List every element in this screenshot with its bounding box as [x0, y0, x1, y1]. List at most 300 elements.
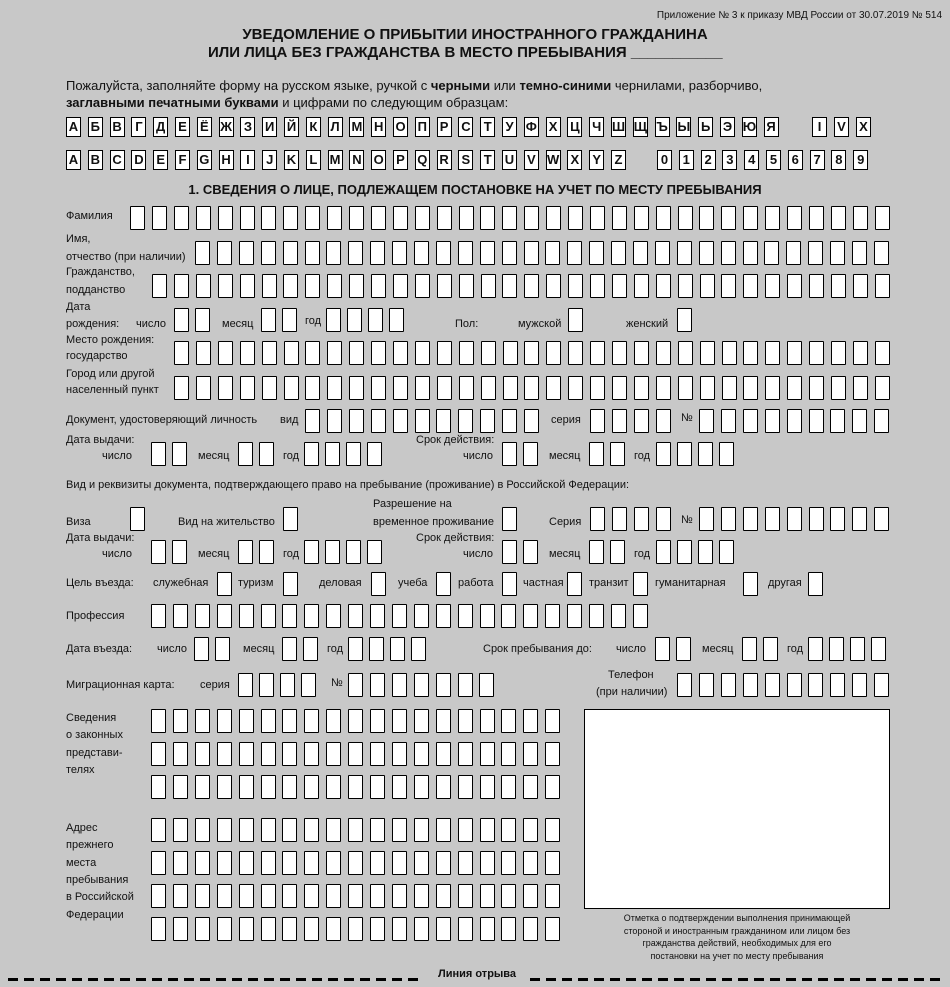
- input-cell[interactable]: [414, 709, 429, 733]
- input-cell[interactable]: [151, 917, 166, 941]
- input-cell[interactable]: [480, 241, 495, 265]
- input-cell[interactable]: [261, 709, 276, 733]
- input-cell[interactable]: [589, 604, 604, 628]
- input-cell[interactable]: [699, 409, 714, 433]
- input-cell[interactable]: [546, 206, 561, 230]
- input-cell[interactable]: [371, 376, 386, 400]
- input-cell[interactable]: [853, 376, 868, 400]
- input-cell[interactable]: [348, 742, 363, 766]
- input-cell[interactable]: [634, 274, 649, 298]
- input-cell[interactable]: [677, 540, 692, 564]
- input-cell[interactable]: [371, 409, 386, 433]
- input-cell[interactable]: [414, 851, 429, 875]
- input-cell[interactable]: [589, 442, 604, 466]
- input-cell[interactable]: [743, 274, 758, 298]
- input-cell[interactable]: [261, 206, 276, 230]
- input-cell[interactable]: [459, 341, 474, 365]
- input-cell[interactable]: [326, 604, 341, 628]
- input-cell[interactable]: [589, 241, 604, 265]
- input-cell[interactable]: [283, 241, 298, 265]
- input-cell[interactable]: [259, 673, 274, 697]
- input-cell[interactable]: [634, 376, 649, 400]
- input-cell[interactable]: [392, 775, 407, 799]
- input-cell[interactable]: [699, 673, 714, 697]
- input-cell[interactable]: [436, 241, 451, 265]
- input-cell[interactable]: [349, 206, 364, 230]
- input-cell[interactable]: [151, 818, 166, 842]
- input-cell[interactable]: [261, 742, 276, 766]
- input-cell[interactable]: [436, 673, 451, 697]
- input-cell[interactable]: [239, 851, 254, 875]
- input-cell[interactable]: [283, 206, 298, 230]
- input-cell[interactable]: [370, 884, 385, 908]
- input-cell[interactable]: [875, 376, 890, 400]
- input-cell[interactable]: [436, 851, 451, 875]
- input-cell[interactable]: [590, 409, 605, 433]
- input-cell[interactable]: [371, 274, 386, 298]
- input-cell[interactable]: [283, 507, 298, 531]
- input-cell[interactable]: [304, 917, 319, 941]
- input-cell[interactable]: [765, 507, 780, 531]
- input-cell[interactable]: [217, 742, 232, 766]
- input-cell[interactable]: [348, 637, 363, 661]
- input-cell[interactable]: [370, 775, 385, 799]
- input-cell[interactable]: [481, 376, 496, 400]
- input-cell[interactable]: [304, 818, 319, 842]
- input-cell[interactable]: [436, 917, 451, 941]
- input-cell[interactable]: [523, 604, 538, 628]
- input-cell[interactable]: [195, 604, 210, 628]
- input-cell[interactable]: [326, 884, 341, 908]
- input-cell[interactable]: [437, 376, 452, 400]
- input-cell[interactable]: [568, 206, 583, 230]
- input-cell[interactable]: [501, 775, 516, 799]
- input-cell[interactable]: [393, 376, 408, 400]
- input-cell[interactable]: [325, 442, 340, 466]
- input-cell[interactable]: [459, 206, 474, 230]
- input-cell[interactable]: [503, 376, 518, 400]
- input-cell[interactable]: [480, 742, 495, 766]
- input-cell[interactable]: [239, 742, 254, 766]
- input-cell[interactable]: [677, 241, 692, 265]
- input-cell[interactable]: [392, 917, 407, 941]
- input-cell[interactable]: [240, 341, 255, 365]
- input-cell[interactable]: [501, 917, 516, 941]
- input-cell[interactable]: [261, 775, 276, 799]
- input-cell[interactable]: [590, 507, 605, 531]
- input-cell[interactable]: [174, 308, 189, 332]
- input-cell[interactable]: [481, 341, 496, 365]
- input-cell[interactable]: [501, 742, 516, 766]
- input-cell[interactable]: [719, 442, 734, 466]
- input-cell[interactable]: [327, 409, 342, 433]
- input-cell[interactable]: [414, 604, 429, 628]
- input-cell[interactable]: [524, 376, 539, 400]
- input-cell[interactable]: [874, 241, 889, 265]
- input-cell[interactable]: [390, 637, 405, 661]
- input-cell[interactable]: [523, 851, 538, 875]
- input-cell[interactable]: [523, 742, 538, 766]
- input-cell[interactable]: [371, 572, 386, 596]
- input-cell[interactable]: [348, 884, 363, 908]
- input-cell[interactable]: [480, 709, 495, 733]
- input-cell[interactable]: [722, 341, 737, 365]
- input-cell[interactable]: [217, 851, 232, 875]
- input-cell[interactable]: [523, 442, 538, 466]
- input-cell[interactable]: [502, 274, 517, 298]
- input-cell[interactable]: [568, 341, 583, 365]
- input-cell[interactable]: [875, 206, 890, 230]
- input-cell[interactable]: [568, 274, 583, 298]
- input-cell[interactable]: [458, 818, 473, 842]
- input-cell[interactable]: [346, 540, 361, 564]
- input-cell[interactable]: [502, 241, 517, 265]
- input-cell[interactable]: [305, 274, 320, 298]
- input-cell[interactable]: [348, 818, 363, 842]
- input-cell[interactable]: [831, 206, 846, 230]
- input-cell[interactable]: [414, 673, 429, 697]
- input-cell[interactable]: [700, 341, 715, 365]
- input-cell[interactable]: [305, 241, 320, 265]
- input-cell[interactable]: [282, 604, 297, 628]
- input-cell[interactable]: [217, 572, 232, 596]
- input-cell[interactable]: [590, 206, 605, 230]
- input-cell[interactable]: [305, 376, 320, 400]
- input-cell[interactable]: [546, 274, 561, 298]
- input-cell[interactable]: [151, 742, 166, 766]
- input-cell[interactable]: [743, 409, 758, 433]
- input-cell[interactable]: [633, 604, 648, 628]
- input-cell[interactable]: [304, 742, 319, 766]
- input-cell[interactable]: [325, 540, 340, 564]
- input-cell[interactable]: [436, 604, 451, 628]
- input-cell[interactable]: [719, 540, 734, 564]
- input-cell[interactable]: [612, 274, 627, 298]
- input-cell[interactable]: [195, 884, 210, 908]
- input-cell[interactable]: [787, 274, 802, 298]
- input-cell[interactable]: [217, 241, 232, 265]
- input-cell[interactable]: [545, 884, 560, 908]
- input-cell[interactable]: [743, 241, 758, 265]
- input-cell[interactable]: [217, 884, 232, 908]
- input-cell[interactable]: [196, 274, 211, 298]
- input-cell[interactable]: [261, 851, 276, 875]
- input-cell[interactable]: [194, 637, 209, 661]
- input-cell[interactable]: [349, 409, 364, 433]
- input-cell[interactable]: [282, 775, 297, 799]
- input-cell[interactable]: [284, 376, 299, 400]
- input-cell[interactable]: [389, 308, 404, 332]
- input-cell[interactable]: [393, 274, 408, 298]
- input-cell[interactable]: [327, 376, 342, 400]
- input-cell[interactable]: [172, 540, 187, 564]
- input-cell[interactable]: [301, 673, 316, 697]
- input-cell[interactable]: [874, 507, 889, 531]
- input-cell[interactable]: [677, 673, 692, 697]
- input-cell[interactable]: [195, 709, 210, 733]
- input-cell[interactable]: [743, 507, 758, 531]
- input-cell[interactable]: [284, 341, 299, 365]
- input-cell[interactable]: [721, 673, 736, 697]
- input-cell[interactable]: [415, 409, 430, 433]
- input-cell[interactable]: [437, 274, 452, 298]
- input-cell[interactable]: [174, 341, 189, 365]
- input-cell[interactable]: [261, 308, 276, 332]
- input-cell[interactable]: [808, 241, 823, 265]
- input-cell[interactable]: [282, 742, 297, 766]
- input-cell[interactable]: [480, 775, 495, 799]
- input-cell[interactable]: [829, 637, 844, 661]
- input-cell[interactable]: [809, 409, 824, 433]
- input-cell[interactable]: [742, 637, 757, 661]
- input-cell[interactable]: [174, 376, 189, 400]
- input-cell[interactable]: [568, 308, 583, 332]
- input-cell[interactable]: [414, 917, 429, 941]
- input-cell[interactable]: [458, 742, 473, 766]
- input-cell[interactable]: [479, 673, 494, 697]
- input-cell[interactable]: [392, 673, 407, 697]
- input-cell[interactable]: [546, 341, 561, 365]
- input-cell[interactable]: [765, 673, 780, 697]
- input-cell[interactable]: [348, 851, 363, 875]
- input-cell[interactable]: [415, 341, 430, 365]
- input-cell[interactable]: [261, 604, 276, 628]
- input-cell[interactable]: [415, 206, 430, 230]
- input-cell[interactable]: [436, 742, 451, 766]
- input-cell[interactable]: [367, 442, 382, 466]
- input-cell[interactable]: [678, 274, 693, 298]
- input-cell[interactable]: [326, 818, 341, 842]
- input-cell[interactable]: [743, 341, 758, 365]
- input-cell[interactable]: [567, 604, 582, 628]
- input-cell[interactable]: [370, 851, 385, 875]
- input-cell[interactable]: [502, 442, 517, 466]
- input-cell[interactable]: [280, 673, 295, 697]
- input-cell[interactable]: [589, 540, 604, 564]
- input-cell[interactable]: [699, 241, 714, 265]
- input-cell[interactable]: [633, 241, 648, 265]
- input-cell[interactable]: [304, 884, 319, 908]
- input-cell[interactable]: [173, 604, 188, 628]
- input-cell[interactable]: [370, 742, 385, 766]
- input-cell[interactable]: [830, 507, 845, 531]
- input-cell[interactable]: [545, 742, 560, 766]
- input-cell[interactable]: [458, 775, 473, 799]
- input-cell[interactable]: [546, 376, 561, 400]
- input-cell[interactable]: [480, 206, 495, 230]
- input-cell[interactable]: [612, 376, 627, 400]
- input-cell[interactable]: [524, 206, 539, 230]
- input-cell[interactable]: [130, 206, 145, 230]
- input-cell[interactable]: [195, 818, 210, 842]
- input-cell[interactable]: [634, 341, 649, 365]
- input-cell[interactable]: [259, 540, 274, 564]
- input-cell[interactable]: [656, 442, 671, 466]
- input-cell[interactable]: [480, 917, 495, 941]
- input-cell[interactable]: [327, 274, 342, 298]
- input-cell[interactable]: [326, 308, 341, 332]
- input-cell[interactable]: [348, 673, 363, 697]
- input-cell[interactable]: [503, 341, 518, 365]
- input-cell[interactable]: [326, 851, 341, 875]
- input-cell[interactable]: [523, 709, 538, 733]
- input-cell[interactable]: [173, 884, 188, 908]
- input-cell[interactable]: [196, 206, 211, 230]
- input-cell[interactable]: [392, 884, 407, 908]
- input-cell[interactable]: [371, 206, 386, 230]
- input-cell[interactable]: [327, 206, 342, 230]
- input-cell[interactable]: [240, 274, 255, 298]
- input-cell[interactable]: [196, 341, 211, 365]
- input-cell[interactable]: [459, 376, 474, 400]
- input-cell[interactable]: [239, 775, 254, 799]
- input-cell[interactable]: [195, 742, 210, 766]
- input-cell[interactable]: [217, 709, 232, 733]
- input-cell[interactable]: [656, 409, 671, 433]
- input-cell[interactable]: [261, 917, 276, 941]
- input-cell[interactable]: [502, 572, 517, 596]
- input-cell[interactable]: [545, 775, 560, 799]
- input-cell[interactable]: [392, 818, 407, 842]
- input-cell[interactable]: [195, 308, 210, 332]
- input-cell[interactable]: [262, 341, 277, 365]
- input-cell[interactable]: [217, 917, 232, 941]
- input-cell[interactable]: [831, 341, 846, 365]
- input-cell[interactable]: [392, 241, 407, 265]
- input-cell[interactable]: [238, 673, 253, 697]
- input-cell[interactable]: [414, 775, 429, 799]
- input-cell[interactable]: [326, 709, 341, 733]
- input-cell[interactable]: [763, 637, 778, 661]
- input-cell[interactable]: [348, 604, 363, 628]
- input-cell[interactable]: [612, 507, 627, 531]
- input-cell[interactable]: [282, 851, 297, 875]
- input-cell[interactable]: [545, 709, 560, 733]
- input-cell[interactable]: [414, 241, 429, 265]
- input-cell[interactable]: [218, 206, 233, 230]
- input-cell[interactable]: [874, 673, 889, 697]
- input-cell[interactable]: [743, 673, 758, 697]
- input-cell[interactable]: [480, 818, 495, 842]
- input-cell[interactable]: [545, 917, 560, 941]
- input-cell[interactable]: [502, 507, 517, 531]
- input-cell[interactable]: [502, 409, 517, 433]
- input-cell[interactable]: [347, 308, 362, 332]
- input-cell[interactable]: [809, 376, 824, 400]
- input-cell[interactable]: [368, 308, 383, 332]
- input-cell[interactable]: [722, 376, 737, 400]
- input-cell[interactable]: [458, 241, 473, 265]
- input-cell[interactable]: [195, 241, 210, 265]
- input-cell[interactable]: [239, 709, 254, 733]
- input-cell[interactable]: [874, 409, 889, 433]
- input-cell[interactable]: [655, 241, 670, 265]
- input-cell[interactable]: [370, 917, 385, 941]
- input-cell[interactable]: [303, 637, 318, 661]
- input-cell[interactable]: [436, 709, 451, 733]
- input-cell[interactable]: [808, 572, 823, 596]
- input-cell[interactable]: [502, 540, 517, 564]
- input-cell[interactable]: [458, 709, 473, 733]
- input-cell[interactable]: [458, 409, 473, 433]
- input-cell[interactable]: [678, 341, 693, 365]
- input-cell[interactable]: [151, 442, 166, 466]
- input-cell[interactable]: [196, 376, 211, 400]
- input-cell[interactable]: [852, 507, 867, 531]
- input-cell[interactable]: [238, 540, 253, 564]
- input-cell[interactable]: [721, 274, 736, 298]
- input-cell[interactable]: [393, 206, 408, 230]
- input-cell[interactable]: [656, 341, 671, 365]
- input-cell[interactable]: [787, 206, 802, 230]
- input-cell[interactable]: [850, 637, 865, 661]
- input-cell[interactable]: [656, 206, 671, 230]
- input-cell[interactable]: [152, 274, 167, 298]
- input-cell[interactable]: [436, 572, 451, 596]
- input-cell[interactable]: [831, 376, 846, 400]
- input-cell[interactable]: [524, 341, 539, 365]
- input-cell[interactable]: [304, 775, 319, 799]
- input-cell[interactable]: [567, 241, 582, 265]
- input-cell[interactable]: [633, 572, 648, 596]
- input-cell[interactable]: [305, 409, 320, 433]
- input-cell[interactable]: [414, 742, 429, 766]
- input-cell[interactable]: [415, 376, 430, 400]
- input-cell[interactable]: [436, 409, 451, 433]
- input-cell[interactable]: [700, 274, 715, 298]
- input-cell[interactable]: [370, 709, 385, 733]
- input-cell[interactable]: [151, 851, 166, 875]
- input-cell[interactable]: [348, 775, 363, 799]
- input-cell[interactable]: [326, 742, 341, 766]
- input-cell[interactable]: [218, 376, 233, 400]
- input-cell[interactable]: [610, 442, 625, 466]
- input-cell[interactable]: [480, 409, 495, 433]
- input-cell[interactable]: [698, 540, 713, 564]
- input-cell[interactable]: [809, 507, 824, 531]
- input-cell[interactable]: [567, 572, 582, 596]
- input-cell[interactable]: [370, 604, 385, 628]
- input-cell[interactable]: [677, 308, 692, 332]
- input-cell[interactable]: [151, 709, 166, 733]
- input-cell[interactable]: [218, 341, 233, 365]
- input-cell[interactable]: [239, 818, 254, 842]
- input-cell[interactable]: [612, 409, 627, 433]
- input-cell[interactable]: [173, 818, 188, 842]
- input-cell[interactable]: [830, 673, 845, 697]
- input-cell[interactable]: [436, 818, 451, 842]
- input-cell[interactable]: [852, 409, 867, 433]
- input-cell[interactable]: [304, 851, 319, 875]
- input-cell[interactable]: [765, 206, 780, 230]
- input-cell[interactable]: [283, 572, 298, 596]
- input-cell[interactable]: [523, 917, 538, 941]
- input-cell[interactable]: [218, 274, 233, 298]
- input-cell[interactable]: [414, 884, 429, 908]
- input-cell[interactable]: [173, 709, 188, 733]
- input-cell[interactable]: [392, 709, 407, 733]
- input-cell[interactable]: [480, 604, 495, 628]
- input-cell[interactable]: [611, 241, 626, 265]
- input-cell[interactable]: [765, 376, 780, 400]
- input-cell[interactable]: [304, 540, 319, 564]
- input-cell[interactable]: [195, 917, 210, 941]
- input-cell[interactable]: [787, 409, 802, 433]
- input-cell[interactable]: [523, 818, 538, 842]
- input-cell[interactable]: [261, 241, 276, 265]
- input-cell[interactable]: [656, 376, 671, 400]
- input-cell[interactable]: [501, 851, 516, 875]
